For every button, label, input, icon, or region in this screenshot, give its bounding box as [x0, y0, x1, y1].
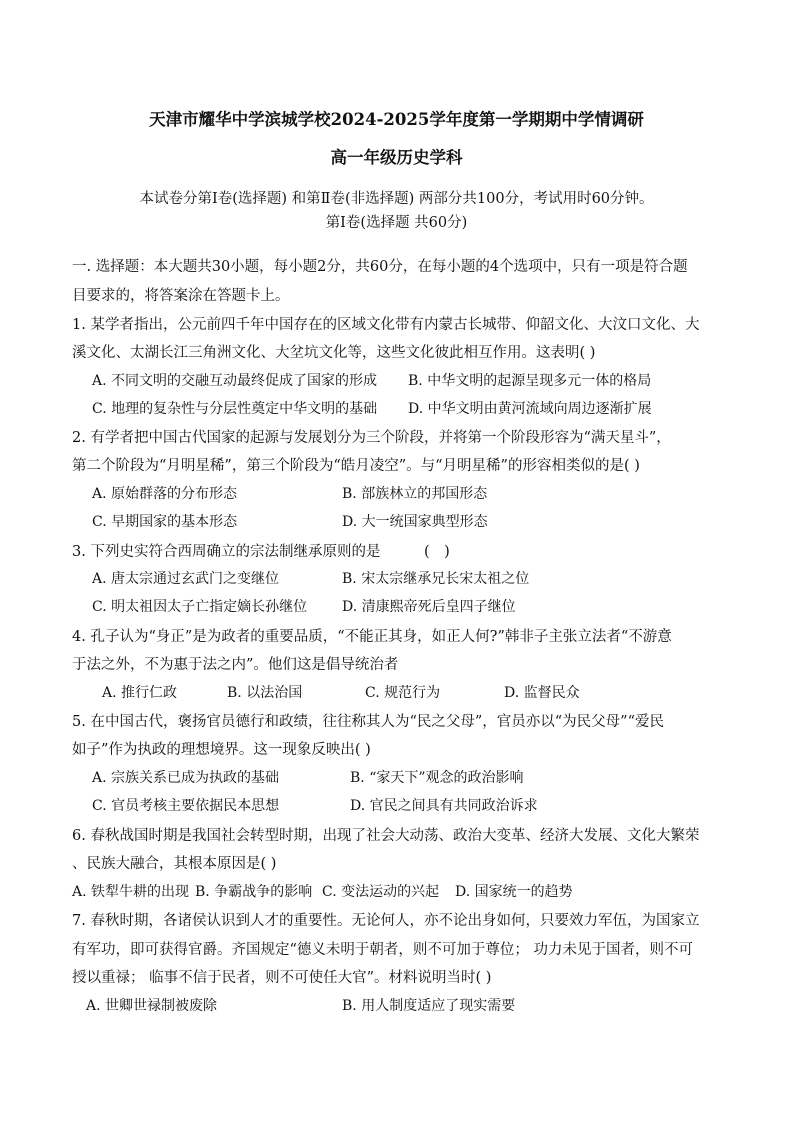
section-heading-cont: 目要求的，将答案涂在答题卡上。: [72, 288, 290, 304]
question-stem: 如子”作为执政的理想境界。这一现象反映出( ): [72, 742, 371, 758]
option-b: B. “家天下”观念的政治影响: [350, 770, 524, 786]
part-one-heading: 第Ⅰ卷(选择题 共60分): [325, 215, 468, 231]
option-c: C. 地理的复杂性与分层性奠定中华文明的基础: [92, 401, 378, 417]
option-d: D. 大一统国家典型形态: [342, 514, 488, 530]
question-stem: 2. 有学者把中国古代国家的起源与发展划分为三个阶段，并将第一个阶段形容为“满天星斗”，: [72, 430, 671, 446]
question-stem: 5. 在中国古代，褒扬官员德行和政绩，往往称其人为“民之父母”，官员亦以“为民父母”“爱民: [72, 714, 665, 730]
section-heading: 一. 选择题：本大题共30小题，每小题2分，共60分，在每小题的4个选项中，只有一项是符合题: [72, 259, 688, 275]
option-a: A. 唐太宗通过玄武门之变继位: [92, 571, 280, 587]
exam-subtitle: 高一年级历史学科: [330, 148, 463, 167]
question-stem: 授以重禄； 临事不信于民者，则不可使任大官”。材料说明当时( ): [72, 970, 492, 986]
option-d: D. 监督民众: [504, 685, 580, 701]
question-stem: 1. 某学者指出，公元前四千年中国存在的区域文化带有内蒙古长城带、仰韶文化、大汶口文化、大: [72, 317, 700, 333]
question-stem: 第二个阶段为“月明星稀”，第三个阶段为“皓月凌空”。与“月明星稀”的形容相类似的是( ): [72, 458, 640, 474]
question-stem: 于法之外，不为惠于法之内”。他们这是倡导统治者: [72, 657, 399, 673]
question-stem: 6. 春秋战国时期是我国社会转型时期，出现了社会大动荡、政治大变革、经济大发展、文化大繁荣: [72, 828, 700, 844]
option-c: C. 官员考核主要依据民本思想: [92, 798, 280, 814]
option-c: C. 变法运动的兴起: [322, 884, 440, 900]
option-b: B. 宋太宗继承兄长宋太祖之位: [342, 571, 530, 587]
question-stem: 7. 春秋时期，各诸侯认识到人才的重要性。无论何人，亦不论出身如何，只要效力军伍，为国家立: [72, 913, 700, 929]
question-stem: 4. 孔子认为“身正”是为政者的重要品质，“不能正其身，如正人何?”韩非子主张立法者“不游意: [72, 629, 672, 645]
option-c: C. 规范行为: [365, 685, 441, 701]
question-stem: 溪文化、太湖长江三角洲文化、大坌坑文化等，这些文化彼此相互作用。这表明( ): [72, 345, 596, 361]
option-a: A. 推行仁政: [102, 685, 178, 701]
question-stem: 有军功，即可获得官爵。齐国规定“德义未明于朝者，则不可加于尊位； 功力未见于国者，则不可: [72, 942, 694, 958]
option-a: A. 世卿世禄制被废除: [86, 998, 218, 1014]
option-a: A. 铁犁牛耕的出现: [72, 884, 190, 900]
option-c: C. 明太祖因太子亡指定嫡长孙继位: [92, 599, 308, 615]
option-d: D. 中华文明由黄河流域向周边逐渐扩展: [408, 401, 652, 417]
option-d: D. 清康熙帝死后皇四子继位: [342, 599, 516, 615]
exam-title: 天津市耀华中学滨城学校2024-2025学年度第一学期期中学情调研: [149, 110, 644, 129]
option-b: B. 部族林立的邦国形态: [342, 486, 488, 502]
option-b: B. 以法治国: [227, 685, 303, 701]
option-c: C. 早期国家的基本形态: [92, 514, 238, 530]
option-d: D. 国家统一的趋势: [455, 884, 573, 900]
option-a: A. 宗族关系已成为执政的基础: [92, 770, 280, 786]
option-b: B. 用人制度适应了现实需要: [342, 998, 516, 1014]
option-d: D. 官民之间具有共同政治诉求: [350, 798, 538, 814]
question-stem: 3. 下列史实符合西周确立的宗法制继承原则的是 ( ): [72, 544, 450, 560]
option-b: B. 争霸战争的影响: [195, 884, 313, 900]
option-a: A. 原始群落的分布形态: [92, 486, 238, 502]
option-a: A. 不同文明的交融互动最终促成了国家的形成: [92, 373, 378, 389]
exam-instructions: 本试卷分第Ⅰ卷(选择题) 和第Ⅱ卷(非选择题) 两部分共100分，考试用时60分钟。: [139, 191, 654, 207]
question-stem: 、民族大融合，其根本原因是( ): [72, 856, 277, 872]
option-b: B. 中华文明的起源呈现多元一体的格局: [408, 373, 652, 389]
